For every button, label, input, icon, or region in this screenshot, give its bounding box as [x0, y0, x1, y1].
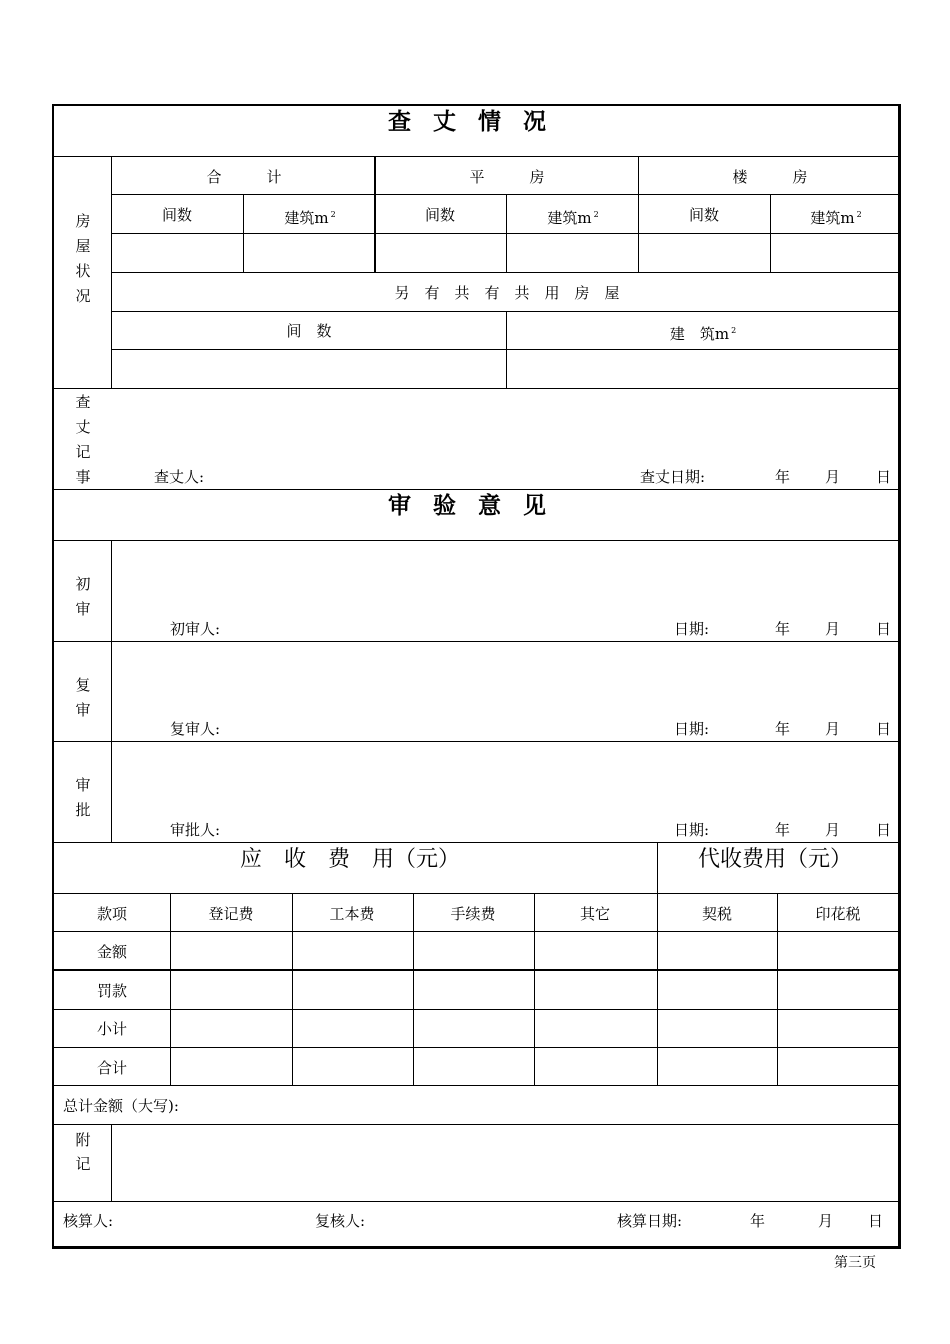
divider [53, 540, 901, 541]
month-label: 月 [825, 720, 841, 738]
divider [53, 1201, 901, 1202]
col-bungalow: 平 房 [469, 168, 545, 186]
day-label: 日 [876, 620, 892, 638]
shared-rooms: 间 数 [286, 322, 332, 340]
approver-label: 审批人: [170, 821, 221, 839]
rooms-header: 间数 [688, 206, 720, 224]
day-label: 日 [876, 468, 892, 486]
divider [534, 893, 535, 1085]
divider [770, 194, 771, 272]
first-reviewer-label: 初审人: [170, 620, 221, 638]
divider [657, 842, 658, 1085]
month-label: 月 [825, 468, 841, 486]
divider [53, 1124, 901, 1125]
col-total: 合 计 [206, 168, 282, 186]
year-label: 年 [775, 620, 791, 638]
house-status-label: 房屋状况 [75, 212, 91, 305]
col-building: 楼 房 [732, 168, 808, 186]
divider [292, 893, 293, 1085]
note-label: 附 记 [75, 1131, 106, 1173]
approval-label: 审批 [75, 776, 91, 819]
month-label: 月 [825, 821, 841, 839]
fee-header-other: 其它 [579, 905, 611, 923]
second-review-label: 复审 [75, 676, 91, 719]
divider [53, 1085, 901, 1086]
total-caps-label: 总计金额（大写): [63, 1097, 179, 1115]
area-header: 建筑m $^2$ [547, 209, 599, 227]
first-review-label: 初审 [75, 575, 91, 618]
year-label: 年 [775, 468, 791, 486]
collected-fees-title: 代收费用（元） [697, 847, 853, 872]
month-label: 月 [825, 620, 841, 638]
rooms-header: 间数 [424, 206, 456, 224]
fee-header-deed-tax: 契税 [701, 905, 733, 923]
date-label: 日期: [674, 821, 710, 839]
rooms-header: 间数 [161, 206, 193, 224]
divider [53, 893, 901, 894]
fee-header-item: 款项 [96, 905, 128, 923]
divider [638, 156, 639, 272]
divider [53, 388, 901, 389]
divider [53, 156, 901, 157]
inspector-label: 查丈人: [154, 468, 205, 486]
fee-row-penalty: 罚款 [96, 982, 128, 1000]
divider [170, 893, 171, 1085]
second-reviewer-label: 复审人: [170, 720, 221, 738]
divider [898, 893, 900, 971]
divider [243, 194, 244, 272]
fee-header-registration: 登记费 [208, 905, 254, 923]
inspect-date-label: 查丈日期: [640, 468, 706, 486]
page-number: 第三页 [834, 1255, 876, 1271]
divider [374, 156, 376, 272]
receivable-fees-title: 应 收 费 用（元） [239, 847, 461, 872]
checker-label: 复核人: [315, 1212, 366, 1230]
divider [777, 893, 778, 1085]
divider [111, 540, 112, 842]
day-label: 日 [868, 1212, 884, 1230]
fee-header-production: 工本费 [329, 905, 375, 923]
accountant-label: 核算人: [63, 1212, 114, 1230]
divider [53, 931, 901, 932]
inspection-title: 查丈情况 [388, 109, 568, 135]
date-label: 日期: [674, 720, 710, 738]
divider [111, 1124, 112, 1201]
record-label: 查丈记事 [75, 393, 91, 486]
day-label: 日 [876, 720, 892, 738]
fee-header-handling: 手续费 [450, 905, 496, 923]
divider [53, 741, 901, 742]
divider [506, 311, 507, 388]
fee-row-total: 合计 [96, 1059, 128, 1077]
form-frame [52, 104, 901, 1249]
year-label: 年 [775, 720, 791, 738]
divider [506, 194, 507, 272]
fee-header-stamp-tax: 印花税 [815, 905, 861, 923]
area-header: 建筑m $^2$ [284, 209, 336, 227]
fee-row-amount: 金额 [96, 943, 128, 961]
divider [53, 842, 901, 843]
divider [53, 489, 901, 490]
divider [53, 969, 901, 971]
year-label: 年 [750, 1212, 766, 1230]
fee-row-subtotal: 小计 [96, 1020, 128, 1038]
divider [111, 272, 901, 273]
divider [53, 641, 901, 642]
day-label: 日 [876, 821, 892, 839]
shared-title: 另 有 共 有 共 用 房 屋 [394, 284, 620, 302]
divider [413, 893, 414, 1085]
shared-area: 建 筑m $^2$ [669, 325, 737, 343]
year-label: 年 [775, 821, 791, 839]
date-label: 日期: [674, 620, 710, 638]
divider [53, 1047, 901, 1048]
divider [53, 1009, 901, 1010]
review-title: 审验意见 [388, 493, 568, 519]
area-header: 建筑m $^2$ [810, 209, 862, 227]
month-label: 月 [818, 1212, 834, 1230]
account-date-label: 核算日期: [617, 1212, 683, 1230]
